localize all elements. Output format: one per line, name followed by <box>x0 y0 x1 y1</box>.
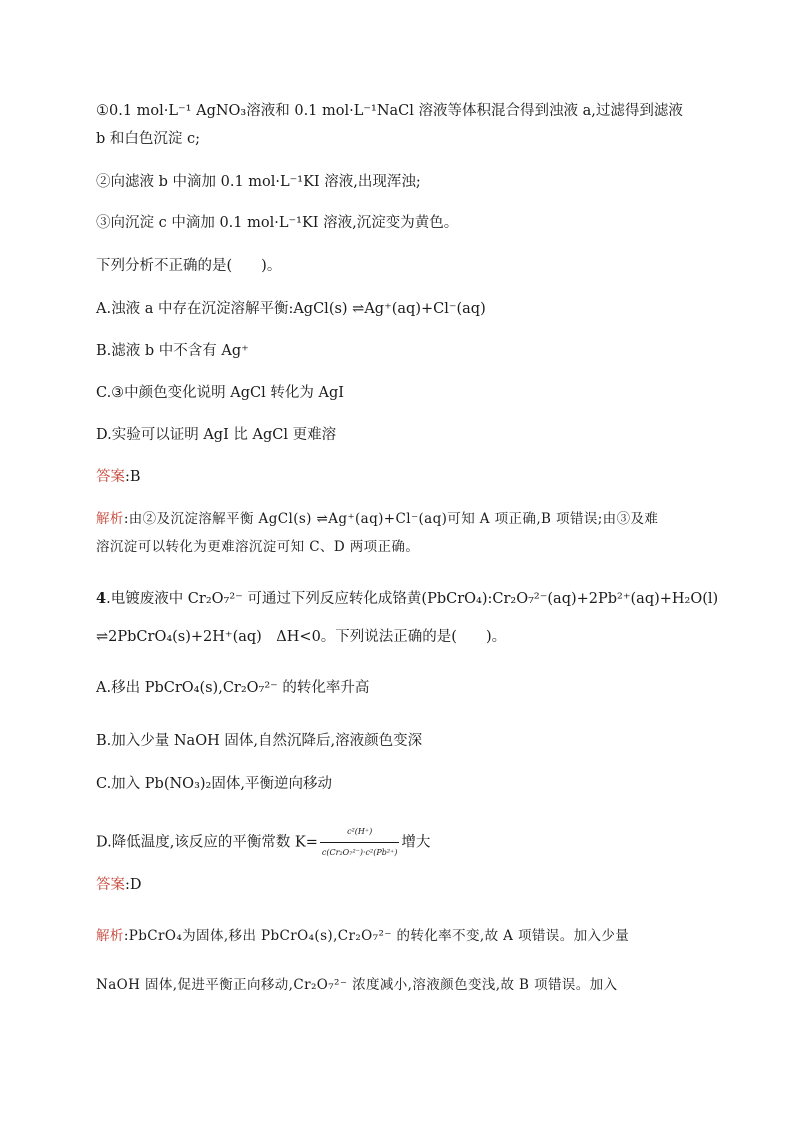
option-b: B.加入少量 NaOH 固体,自然沉降后,溶液颜色变深 <box>96 733 423 749</box>
analysis-line: 溶沉淀可以转化为更难溶沉淀可知 C、D 两项正确。 <box>96 539 420 555</box>
answer-line <box>96 875 706 895</box>
text-line: ③向沉淀 c 中滴加 0.1 mol·L⁻¹KI 溶液,沉淀变为黄色。 <box>96 215 459 231</box>
answer-value: :D <box>125 877 142 893</box>
option-b: B.滤液 b 中不含有 Ag⁺ <box>96 343 249 359</box>
fraction-numerator: c²(H⁺) <box>320 822 399 843</box>
question-4-text: .电镀废液中 Cr₂O₇²⁻ 可通过下列反应转化成铬黄(PbCrO₄):Cr₂O₇²⁻(aq)+2Pb²⁺(aq)+H₂O(l) <box>106 591 719 607</box>
question-prompt: 下列分析不正确的是( )。 <box>96 258 282 274</box>
option-d-text: D.降低温度,该反应的平衡常数 K= <box>96 834 318 851</box>
question-number: 4 <box>96 590 107 607</box>
equilibrium-constant-fraction <box>320 822 399 863</box>
answer-line <box>96 467 706 487</box>
text-line: ①0.1 mol·L⁻¹ AgNO₃溶液和 0.1 mol·L⁻¹NaCl 溶液等体积混合得到浊液 a,过滤得到滤液 <box>96 103 683 119</box>
analysis-text: :由②及沉淀溶解平衡 AgCl(s) ⇌Ag⁺(aq)+Cl⁻(aq)可知 A 项正确,B 项错误;由③及难 <box>123 511 659 527</box>
option-d <box>96 822 706 863</box>
fraction-denominator: c(Cr₂O₇²⁻)·c²(Pb²⁺) <box>321 848 398 857</box>
analysis-line: NaOH 固体,促进平衡正向移动,Cr₂O₇²⁻ 浓度减小,溶液颜色变浅,故 B 项错误。加入 <box>96 977 618 993</box>
answer-value: :B <box>125 469 141 485</box>
text-line: b 和白色沉淀 c; <box>96 131 201 147</box>
analysis-label: 解析 <box>96 511 124 527</box>
option-a: A.移出 PbCrO₄(s),Cr₂O₇²⁻ 的转化率升高 <box>96 680 370 696</box>
answer-label: 答案 <box>96 469 125 485</box>
text-line: ②向滤液 b 中滴加 0.1 mol·L⁻¹KI 溶液,出现浑浊; <box>96 174 421 190</box>
option-c: C.③中颜色变化说明 AgCl 转化为 AgI <box>96 385 344 401</box>
answer-label: 答案 <box>96 877 125 893</box>
analysis-label: 解析 <box>96 928 124 944</box>
option-c: C.加入 Pb(NO₃)₂固体,平衡逆向移动 <box>96 776 332 792</box>
analysis-line <box>96 509 706 529</box>
analysis-text: :PbCrO₄为固体,移出 PbCrO₄(s),Cr₂O₇²⁻ 的转化率不变,故 A 项错误。加入少量 <box>123 928 630 944</box>
option-a: A.浊液 a 中存在沉淀溶解平衡:AgCl(s) ⇌Ag⁺(aq)+Cl⁻(aq) <box>96 301 486 317</box>
option-d-suffix: 增大 <box>401 834 431 851</box>
question-4-stem-cont: ⇌2PbCrO₄(s)+2H⁺(aq) ΔH<0。下列说法正确的是( )。 <box>96 629 507 645</box>
option-d: D.实验可以证明 AgI 比 AgCl 更难溶 <box>96 427 337 443</box>
question-4-stem <box>96 589 719 609</box>
analysis-line <box>96 926 706 946</box>
